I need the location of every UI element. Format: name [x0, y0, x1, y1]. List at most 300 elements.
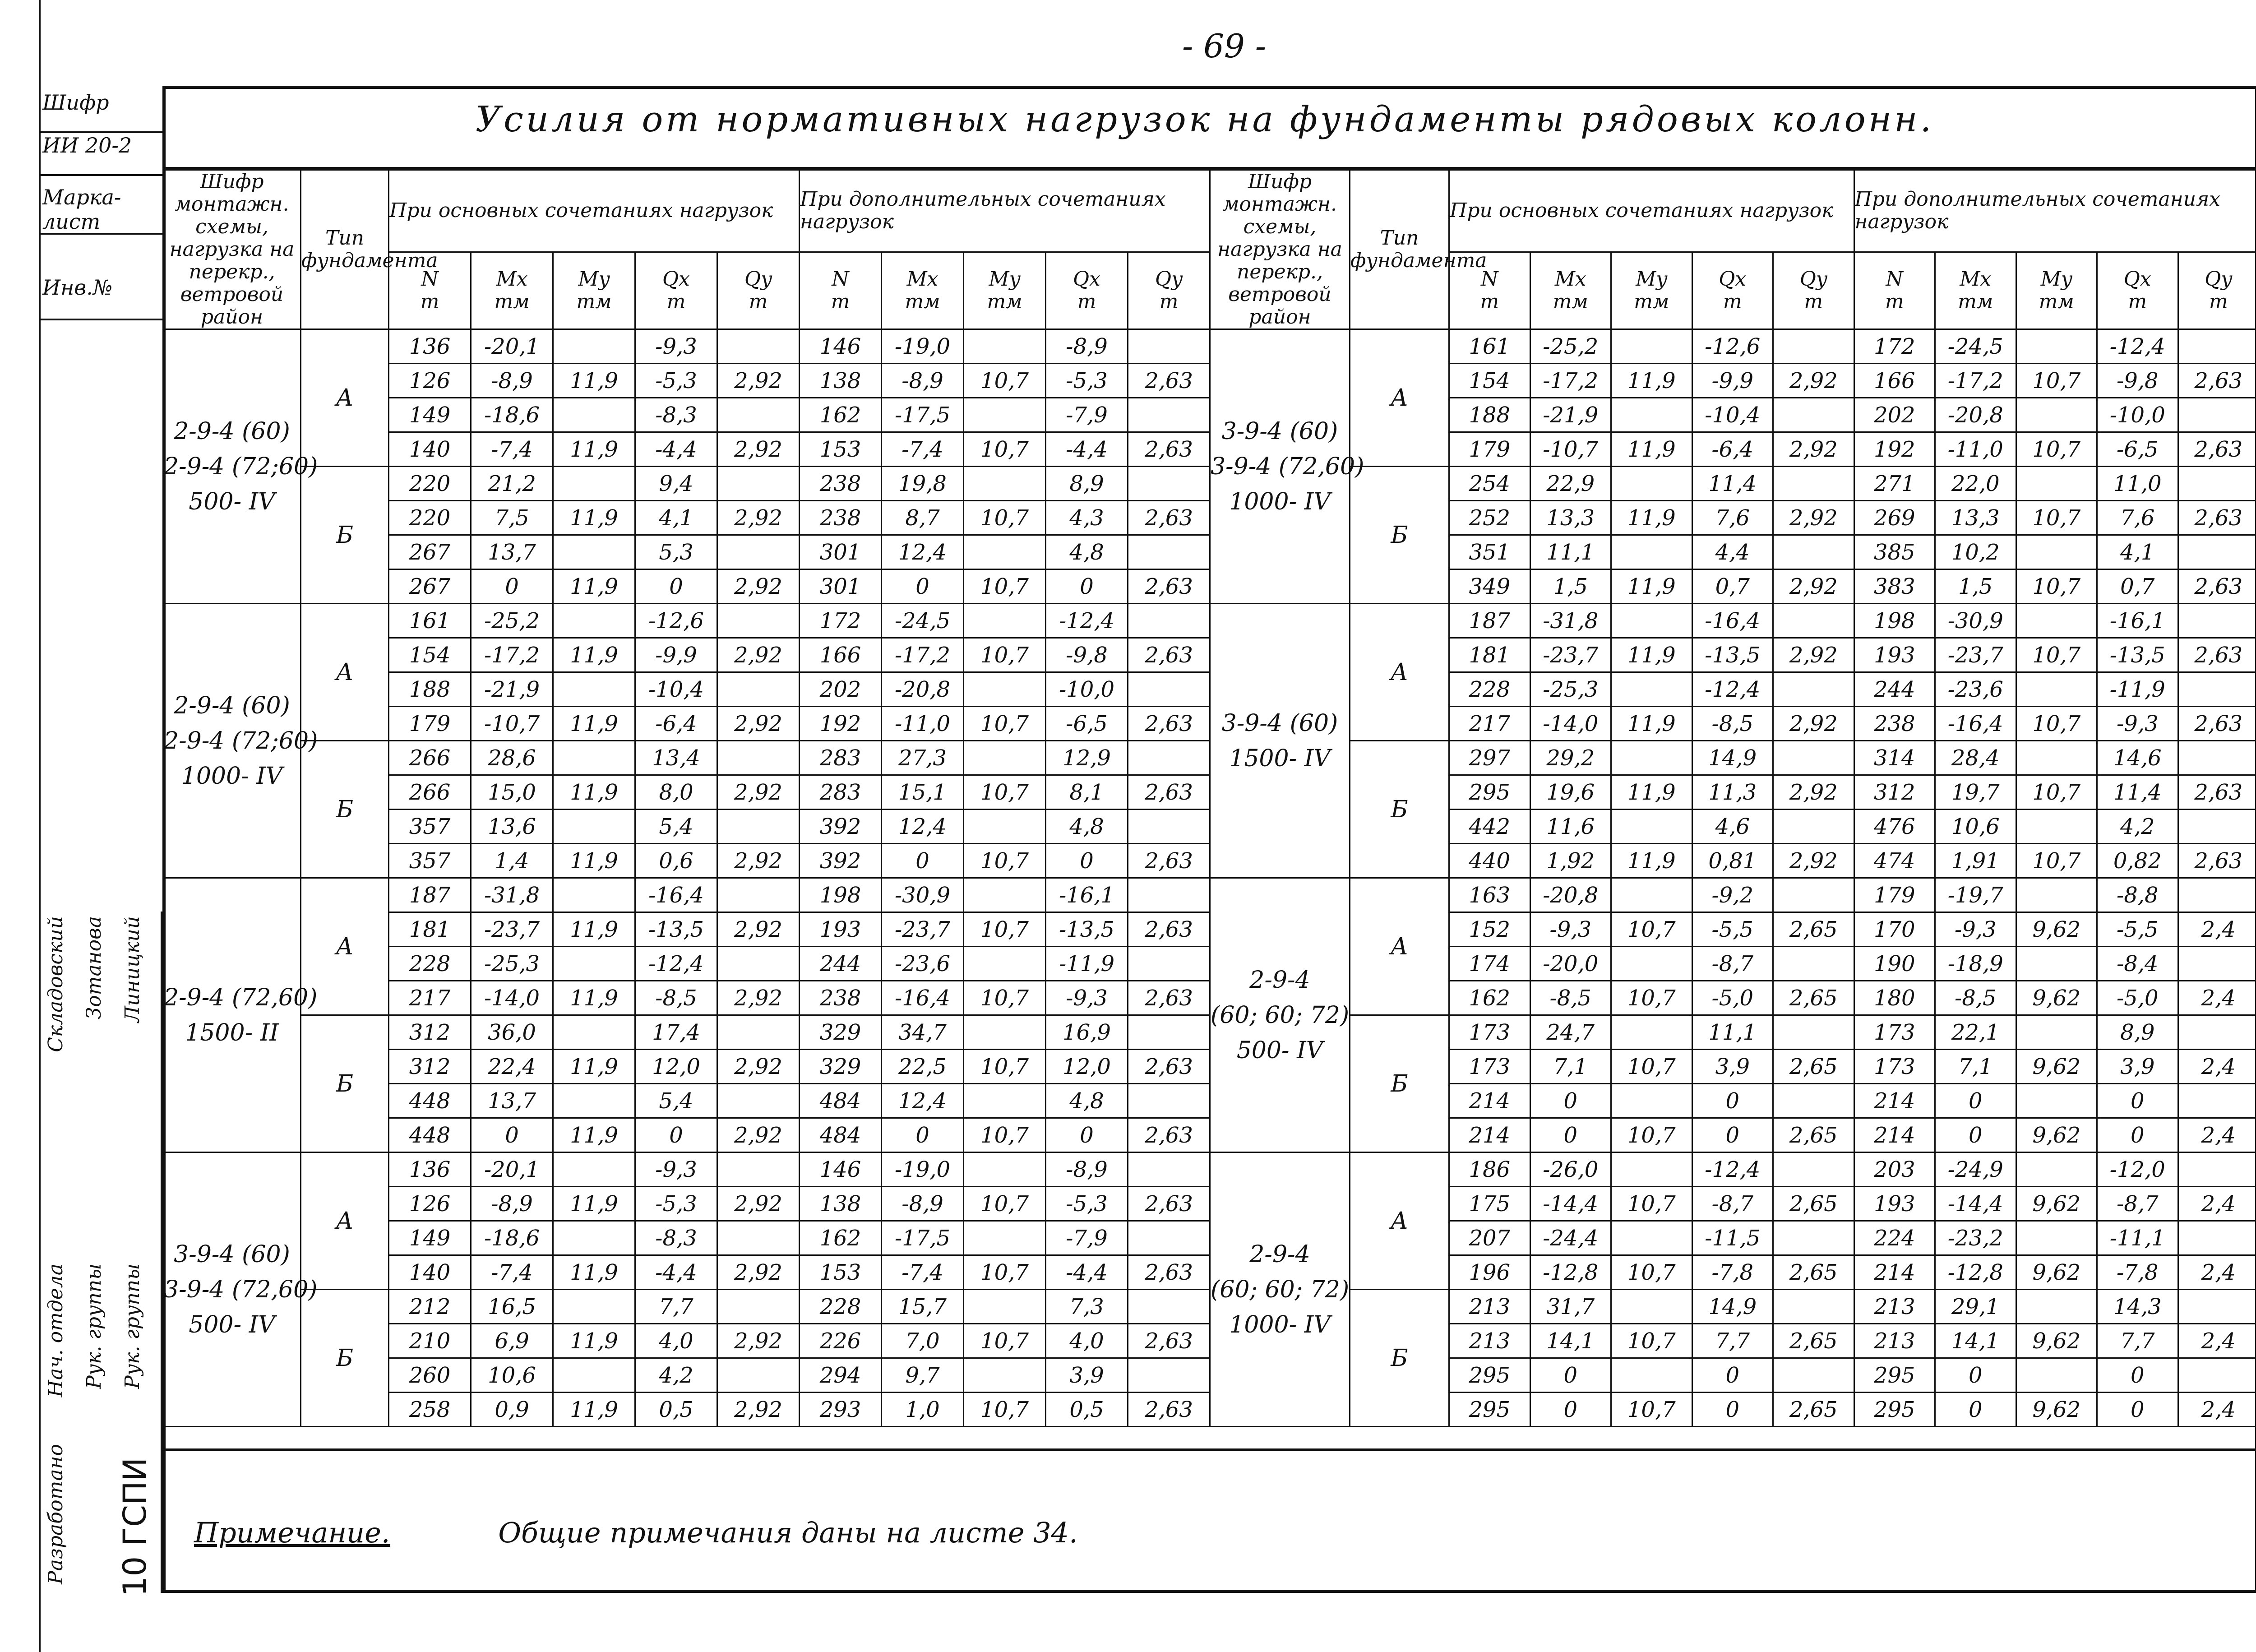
value-cell: 312 — [389, 1050, 471, 1084]
value-cell: 22,5 — [882, 1050, 964, 1084]
stamp-developed: Разработано — [44, 1444, 67, 1585]
value-cell: 2,63 — [1128, 707, 1210, 741]
value-cell: 0,7 — [1692, 569, 1773, 604]
value-cell: 166 — [800, 638, 882, 672]
column-name: Qx — [1719, 267, 1747, 291]
value-cell: -11,0 — [1935, 432, 2016, 467]
value-cell: 4,1 — [635, 501, 717, 535]
value-cell: 154 — [1449, 364, 1530, 398]
value-cell: 0 — [1530, 1358, 1611, 1393]
value-cell: 266 — [389, 741, 471, 775]
value-cell: -12,8 — [1935, 1255, 2016, 1290]
value-cell — [1611, 329, 1692, 364]
value-cell: 0 — [635, 569, 717, 604]
value-cell: -21,9 — [1530, 398, 1611, 432]
value-cell: 269 — [1854, 501, 1935, 535]
value-cell: 295 — [1854, 1393, 1935, 1427]
value-cell: 2,92 — [717, 1187, 800, 1221]
value-cell: -12,4 — [2097, 329, 2178, 364]
value-cell: 10,7 — [2016, 364, 2097, 398]
value-cell: 196 — [1449, 1255, 1530, 1290]
value-cell: -8,5 — [635, 981, 717, 1015]
value-cell — [2178, 1221, 2256, 1255]
value-cell: -16,1 — [1046, 878, 1128, 912]
value-cell — [2178, 329, 2256, 364]
value-cell: 31,7 — [1530, 1290, 1611, 1324]
value-cell — [2016, 329, 2097, 364]
value-cell — [553, 1015, 635, 1050]
value-cell: 179 — [389, 707, 471, 741]
value-cell: 1,4 — [471, 844, 553, 878]
value-cell: -4,4 — [635, 432, 717, 467]
value-cell: 297 — [1449, 741, 1530, 775]
value-cell: 11,9 — [553, 1393, 635, 1427]
value-cell: 11,3 — [1692, 775, 1773, 810]
value-cell: 10,7 — [1611, 1393, 1692, 1427]
header-row — [163, 170, 1210, 252]
value-cell: 484 — [800, 1118, 882, 1152]
value-cell — [1128, 741, 1210, 775]
value-cell — [964, 1290, 1046, 1324]
table-row — [1210, 741, 2256, 775]
value-cell: 10,7 — [964, 912, 1046, 947]
value-cell: 228 — [389, 947, 471, 981]
value-cell: 252 — [1449, 501, 1530, 535]
value-cell: 2,63 — [1128, 1324, 1210, 1358]
value-cell: 190 — [1854, 947, 1935, 981]
value-cell: 146 — [800, 1152, 882, 1187]
value-cell: 214 — [1854, 1255, 1935, 1290]
value-cell — [2016, 1358, 2097, 1393]
value-cell: 2,92 — [717, 1118, 800, 1152]
header-scheme: Шифр монтажн. схемы, нагрузка на перекр., ветровой район — [1210, 170, 1350, 329]
value-cell: 10,7 — [964, 1393, 1046, 1427]
value-cell — [1773, 1221, 1854, 1255]
loads-table-left — [162, 169, 1211, 1427]
header-type: Тип фундамента — [301, 170, 389, 329]
foundation-type: А — [301, 604, 389, 741]
value-cell: -7,4 — [882, 1255, 964, 1290]
value-cell: 383 — [1854, 569, 1935, 604]
value-cell: 188 — [1449, 398, 1530, 432]
value-cell: 187 — [1449, 604, 1530, 638]
value-cell: 22,0 — [1935, 467, 2016, 501]
column-unit: т — [2209, 290, 2228, 313]
value-cell: 0 — [1530, 1118, 1611, 1152]
value-cell — [553, 329, 635, 364]
value-cell: -10,0 — [1046, 672, 1128, 707]
value-cell — [1773, 947, 1854, 981]
value-cell: 8,7 — [882, 501, 964, 535]
value-cell: -17,2 — [471, 638, 553, 672]
table-bottom-line — [162, 1448, 2256, 1451]
value-cell: 10,7 — [964, 775, 1046, 810]
value-cell — [2016, 1152, 2097, 1187]
foundation-type: Б — [1350, 1290, 1449, 1427]
value-cell: -4,4 — [635, 1255, 717, 1290]
value-cell: 152 — [1449, 912, 1530, 947]
scheme-cell — [1210, 604, 1350, 878]
value-cell: 14,3 — [2097, 1290, 2178, 1324]
foundation-type: Б — [1350, 467, 1449, 604]
value-cell: -4,4 — [1046, 432, 1128, 467]
stamp-shifr-value: ИИ 20-2 — [40, 133, 162, 176]
value-cell: 11,9 — [1611, 707, 1692, 741]
column-header — [635, 252, 717, 329]
value-cell: 7,5 — [471, 501, 553, 535]
scheme-cell — [1210, 1152, 1350, 1427]
value-cell: 2,92 — [717, 569, 800, 604]
value-cell: 11,9 — [1611, 501, 1692, 535]
value-cell: 283 — [800, 775, 882, 810]
column-header — [717, 252, 800, 329]
value-cell: 2,65 — [1773, 1393, 1854, 1427]
value-cell: 179 — [1449, 432, 1530, 467]
value-cell: 12,9 — [1046, 741, 1128, 775]
value-cell: -8,9 — [882, 364, 964, 398]
value-cell — [553, 535, 635, 569]
header-row — [1210, 170, 2256, 252]
column-unit: т — [1885, 290, 1904, 313]
scheme-label: 2-9-4 (72;60) — [164, 453, 318, 480]
value-cell: 0 — [882, 1118, 964, 1152]
value-cell: -25,2 — [471, 604, 553, 638]
value-cell: 9,62 — [2016, 1187, 2097, 1221]
value-cell: 11,9 — [553, 432, 635, 467]
table-row — [1210, 604, 2256, 638]
value-cell: -11,1 — [2097, 1221, 2178, 1255]
value-cell: -11,5 — [1692, 1221, 1773, 1255]
value-cell — [1128, 1358, 1210, 1393]
column-unit: т — [831, 290, 850, 313]
value-cell: 14,6 — [2097, 741, 2178, 775]
value-cell: -9,9 — [1692, 364, 1773, 398]
value-cell — [1773, 1015, 1854, 1050]
value-cell: 10,7 — [964, 1187, 1046, 1221]
value-cell — [2178, 947, 2256, 981]
value-cell — [2016, 467, 2097, 501]
value-cell: 9,4 — [635, 467, 717, 501]
column-unit: т — [2128, 290, 2147, 313]
value-cell: 10,2 — [1935, 535, 2016, 569]
column-name: Mx — [1960, 267, 1992, 291]
value-cell: 11,9 — [553, 569, 635, 604]
value-cell: 11,9 — [553, 707, 635, 741]
table-row — [1210, 878, 2256, 912]
value-cell — [964, 1152, 1046, 1187]
column-header — [800, 252, 882, 329]
value-cell: 2,65 — [1773, 1050, 1854, 1084]
value-cell: 126 — [389, 364, 471, 398]
value-cell: 4,8 — [1046, 810, 1128, 844]
value-cell — [717, 1152, 800, 1187]
stamp-organization: 10 ГСПИ — [116, 1458, 153, 1596]
value-cell: -7,9 — [1046, 398, 1128, 432]
value-cell: 180 — [1854, 981, 1935, 1015]
value-cell: 238 — [800, 501, 882, 535]
value-cell — [2178, 1084, 2256, 1118]
value-cell: 2,4 — [2178, 1393, 2256, 1427]
value-cell: -5,5 — [2097, 912, 2178, 947]
value-cell: -20,8 — [1530, 878, 1611, 912]
column-unit: т — [1159, 290, 1179, 313]
value-cell: -7,4 — [471, 432, 553, 467]
value-cell: 0 — [1935, 1393, 2016, 1427]
value-cell: 266 — [389, 775, 471, 810]
value-cell: -17,5 — [882, 398, 964, 432]
value-cell — [2016, 810, 2097, 844]
scheme-label: 3-9-4 (60) — [1221, 709, 1338, 737]
value-cell: 161 — [389, 604, 471, 638]
value-cell: -10,7 — [1530, 432, 1611, 467]
value-cell: -10,4 — [635, 672, 717, 707]
value-cell: 11,9 — [1611, 364, 1692, 398]
value-cell — [1611, 1290, 1692, 1324]
value-cell: -18,6 — [471, 1221, 553, 1255]
value-cell: 0 — [471, 1118, 553, 1152]
value-cell: 2,92 — [717, 1324, 800, 1358]
value-cell: -11,9 — [2097, 672, 2178, 707]
value-cell: 357 — [389, 844, 471, 878]
scheme-cell — [163, 604, 318, 878]
value-cell: 202 — [800, 672, 882, 707]
value-cell: 0 — [2097, 1084, 2178, 1118]
value-cell: 34,7 — [882, 1015, 964, 1050]
value-cell: 349 — [1449, 569, 1530, 604]
value-cell: 0 — [1935, 1118, 2016, 1152]
foundation-type: А — [1350, 1152, 1449, 1290]
value-cell: 312 — [1854, 775, 1935, 810]
value-cell — [964, 672, 1046, 707]
value-cell: 138 — [800, 364, 882, 398]
value-cell: 4,8 — [1046, 1084, 1128, 1118]
foundation-type: Б — [1350, 741, 1449, 878]
value-cell: 10,7 — [964, 432, 1046, 467]
value-cell: 2,92 — [1773, 844, 1854, 878]
value-cell: 13,7 — [471, 1084, 553, 1118]
value-cell: -17,2 — [1935, 364, 2016, 398]
value-cell: 267 — [389, 535, 471, 569]
value-cell: 0 — [1530, 1393, 1611, 1427]
value-cell: -9,8 — [2097, 364, 2178, 398]
value-cell: -23,7 — [471, 912, 553, 947]
value-cell — [2016, 741, 2097, 775]
value-cell: -5,5 — [1692, 912, 1773, 947]
value-cell: 10,7 — [964, 569, 1046, 604]
value-cell: 17,4 — [635, 1015, 717, 1050]
column-header — [1611, 252, 1692, 329]
stamp-mark-sheet: Марка-лист — [40, 185, 162, 235]
value-cell: 1,5 — [1935, 569, 2016, 604]
value-cell: 0,82 — [2097, 844, 2178, 878]
column-unit: тм — [987, 290, 1022, 313]
value-cell: 2,63 — [1128, 569, 1210, 604]
value-cell: 10,7 — [964, 501, 1046, 535]
value-cell: 11,1 — [1530, 535, 1611, 569]
value-cell: 19,6 — [1530, 775, 1611, 810]
value-cell: -14,4 — [1935, 1187, 2016, 1221]
value-cell — [2178, 398, 2256, 432]
value-cell — [1611, 672, 1692, 707]
value-cell: 2,92 — [717, 638, 800, 672]
value-cell: -8,9 — [882, 1187, 964, 1221]
value-cell: 9,62 — [2016, 1255, 2097, 1290]
value-cell — [1773, 329, 1854, 364]
value-cell: -11,9 — [1046, 947, 1128, 981]
value-cell: 2,92 — [717, 775, 800, 810]
value-cell: 2,63 — [1128, 432, 1210, 467]
value-cell — [553, 467, 635, 501]
value-cell: 11,6 — [1530, 810, 1611, 844]
value-cell: 27,3 — [882, 741, 964, 775]
column-unit: тм — [576, 290, 612, 313]
value-cell — [1611, 741, 1692, 775]
column-header — [1128, 252, 1210, 329]
value-cell: 11,4 — [2097, 775, 2178, 810]
value-cell: 0 — [2097, 1358, 2178, 1393]
value-cell — [717, 741, 800, 775]
value-cell — [964, 604, 1046, 638]
value-cell: 9,7 — [882, 1358, 964, 1393]
value-cell: 0,7 — [2097, 569, 2178, 604]
value-cell: 10,7 — [964, 1255, 1046, 1290]
value-cell — [964, 1084, 1046, 1118]
scheme-label: 2-9-4 (72;60) — [164, 727, 318, 754]
value-cell: 3,9 — [1692, 1050, 1773, 1084]
value-cell: 126 — [389, 1187, 471, 1221]
value-cell: -10,4 — [1692, 398, 1773, 432]
value-cell: -16,1 — [2097, 604, 2178, 638]
value-cell — [553, 1358, 635, 1393]
value-cell: 11,9 — [553, 1118, 635, 1152]
value-cell: 2,92 — [1773, 501, 1854, 535]
value-cell: -12,6 — [635, 604, 717, 638]
value-cell — [553, 1290, 635, 1324]
scheme-label: 3-9-4 (60) — [174, 1240, 290, 1268]
value-cell: 228 — [800, 1290, 882, 1324]
value-cell — [1773, 878, 1854, 912]
foundation-type: А — [301, 878, 389, 1015]
value-cell: 2,92 — [717, 981, 800, 1015]
value-cell: 12,4 — [882, 810, 964, 844]
value-cell: 212 — [389, 1290, 471, 1324]
value-cell: -4,4 — [1046, 1255, 1128, 1290]
value-cell — [1128, 810, 1210, 844]
column-header — [1046, 252, 1128, 329]
column-header — [2178, 252, 2256, 329]
column-header — [1935, 252, 2016, 329]
value-cell: 2,63 — [2178, 844, 2256, 878]
value-cell: 9,62 — [2016, 1324, 2097, 1358]
value-cell: 0 — [471, 569, 553, 604]
scheme-cell — [1210, 878, 1350, 1152]
value-cell: 203 — [1854, 1152, 1935, 1187]
value-cell: -23,7 — [882, 912, 964, 947]
value-cell: 301 — [800, 535, 882, 569]
value-cell: 2,92 — [1773, 569, 1854, 604]
value-cell: 202 — [1854, 398, 1935, 432]
page-number: - 69 - — [1182, 27, 1267, 65]
stamp-role-2: Рук. группы — [83, 1263, 106, 1389]
column-name: Qy — [2205, 267, 2233, 291]
column-unit: т — [1077, 290, 1096, 313]
scheme-label: 2-9-4 — [1249, 966, 1310, 994]
scheme-label: (60; 60; 72) — [1211, 1276, 1350, 1303]
value-cell: 4,1 — [2097, 535, 2178, 569]
value-cell: 2,4 — [2178, 912, 2256, 947]
scheme-label: (60; 60; 72) — [1211, 1001, 1350, 1029]
value-cell: 4,3 — [1046, 501, 1128, 535]
value-cell — [1773, 1290, 1854, 1324]
value-cell — [553, 947, 635, 981]
value-cell: 193 — [800, 912, 882, 947]
value-cell: 2,63 — [2178, 501, 2256, 535]
value-cell: 9,62 — [2016, 1393, 2097, 1427]
scheme-label: 1500- II — [185, 1019, 279, 1046]
value-cell: 271 — [1854, 467, 1935, 501]
foundation-type: Б — [301, 1015, 389, 1152]
value-cell: 149 — [389, 398, 471, 432]
value-cell: -26,0 — [1530, 1152, 1611, 1187]
value-cell: 149 — [389, 1221, 471, 1255]
value-cell: 173 — [1854, 1050, 1935, 1084]
value-cell: 0,81 — [1692, 844, 1773, 878]
column-name: Qx — [662, 267, 690, 291]
value-cell: 13,7 — [471, 535, 553, 569]
value-cell: 11,9 — [553, 844, 635, 878]
table-row — [1210, 1015, 2256, 1050]
value-cell: 2,63 — [2178, 432, 2256, 467]
value-cell: -21,9 — [471, 672, 553, 707]
value-cell: 14,1 — [1530, 1324, 1611, 1358]
value-cell: 172 — [800, 604, 882, 638]
table-row — [1210, 329, 2256, 364]
value-cell: 0 — [882, 844, 964, 878]
value-cell: 213 — [1449, 1290, 1530, 1324]
value-cell: -7,8 — [1692, 1255, 1773, 1290]
value-cell: 13,3 — [1935, 501, 2016, 535]
column-unit: т — [749, 290, 768, 313]
value-cell — [1128, 604, 1210, 638]
value-cell — [1611, 604, 1692, 638]
value-cell: 0 — [1046, 1118, 1128, 1152]
value-cell: 3,9 — [2097, 1050, 2178, 1084]
value-cell: -12,4 — [1692, 1152, 1773, 1187]
value-cell: 173 — [1449, 1050, 1530, 1084]
value-cell — [1611, 398, 1692, 432]
value-cell: 4,8 — [1046, 535, 1128, 569]
value-cell — [1611, 1358, 1692, 1393]
value-cell: 2,63 — [1128, 1187, 1210, 1221]
value-cell: 10,7 — [1611, 981, 1692, 1015]
value-cell: 15,1 — [882, 775, 964, 810]
value-cell: 2,92 — [1773, 364, 1854, 398]
value-cell: -20,1 — [471, 329, 553, 364]
value-cell: 7,1 — [1935, 1050, 2016, 1084]
value-cell: -9,2 — [1692, 878, 1773, 912]
value-cell — [964, 810, 1046, 844]
value-cell: 329 — [800, 1050, 882, 1084]
value-cell — [1611, 810, 1692, 844]
value-cell — [2178, 1152, 2256, 1187]
value-cell: 442 — [1449, 810, 1530, 844]
value-cell: -10,0 — [2097, 398, 2178, 432]
value-cell — [717, 1221, 800, 1255]
value-cell: 238 — [800, 467, 882, 501]
value-cell: -30,9 — [1935, 604, 2016, 638]
value-cell: 448 — [389, 1118, 471, 1152]
value-cell: 1,92 — [1530, 844, 1611, 878]
